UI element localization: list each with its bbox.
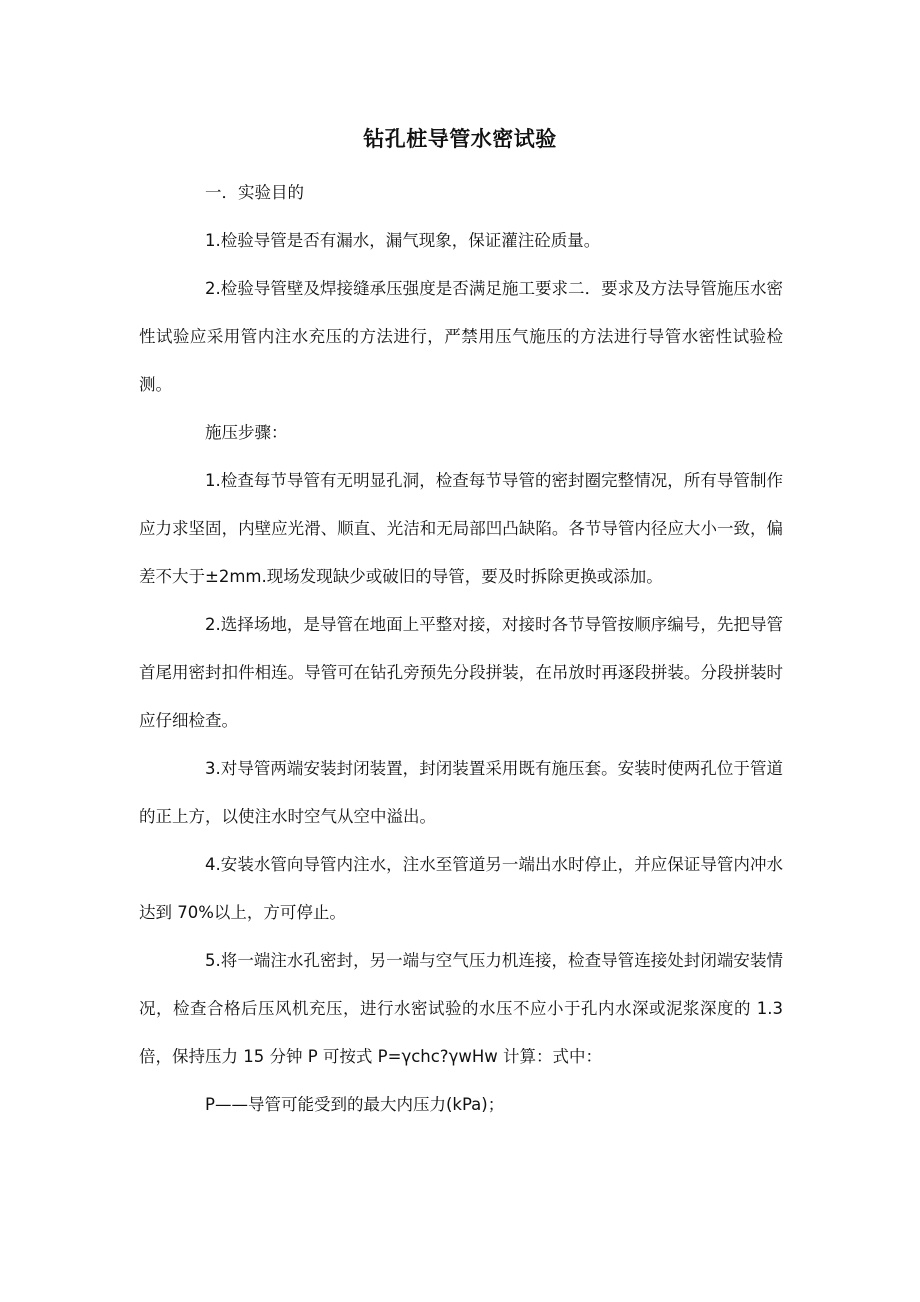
paragraph: 1.检查每节导管有无明显孔洞，检查每节导管的密封圈完整情况，所有导管制作应力求坚固，内壁应光滑、顺直、光洁和无局部凹凸缺陷。各节导管内径应大小一致，偏差不大于±2mm.现场发现缺少或破旧的导管，要及时拆除更换或添加。 xyxy=(139,471,783,586)
document-title: 钻孔桩导管水密试验 xyxy=(363,127,557,151)
paragraph-section-heading: 一．实验目的 xyxy=(205,183,304,202)
paragraph: 1.检验导管是否有漏水，漏气现象，保证灌注砼质量。 xyxy=(205,231,601,250)
paragraph-definition: P——导管可能受到的最大内压力(kPa)； xyxy=(205,1095,505,1114)
paragraph-steps-heading: 施压步骤： xyxy=(205,423,288,442)
paragraph: 4.安装水管向导管内注水，注水至管道另一端出水时停止，并应保证导管内冲水达到 70%以上，方可停止。 xyxy=(139,855,783,922)
paragraph: 2.检验导管壁及焊接缝承压强度是否满足施工要求二．要求及方法导管施压水密性试验应采用管内注水充压的方法进行，严禁用压气施压的方法进行导管水密性试验检测。 xyxy=(139,279,783,394)
paragraph: 5.将一端注水孔密封，另一端与空气压力机连接，检查导管连接处封闭端安装情况，检查合格后压风机充压，进行水密试验的水压不应小于孔内水深或泥浆深度的 1.3 倍，保持压力 15 分钟 P 可按式 P=γchc?γwHw 计算：式中： xyxy=(139,951,783,1066)
paragraph: 3.对导管两端安装封闭装置，封闭装置采用既有施压套。安装时使两孔位于管道的正上方，以使注水时空气从空中溢出。 xyxy=(139,759,783,826)
document-body xyxy=(139,169,783,1129)
paragraph: 2.选择场地，是导管在地面上平整对接，对接时各节导管按顺序编号，先把导管首尾用密封扣件相连。导管可在钻孔旁预先分段拼装，在吊放时再逐段拼装。分段拼装时应仔细检查。 xyxy=(139,615,783,730)
